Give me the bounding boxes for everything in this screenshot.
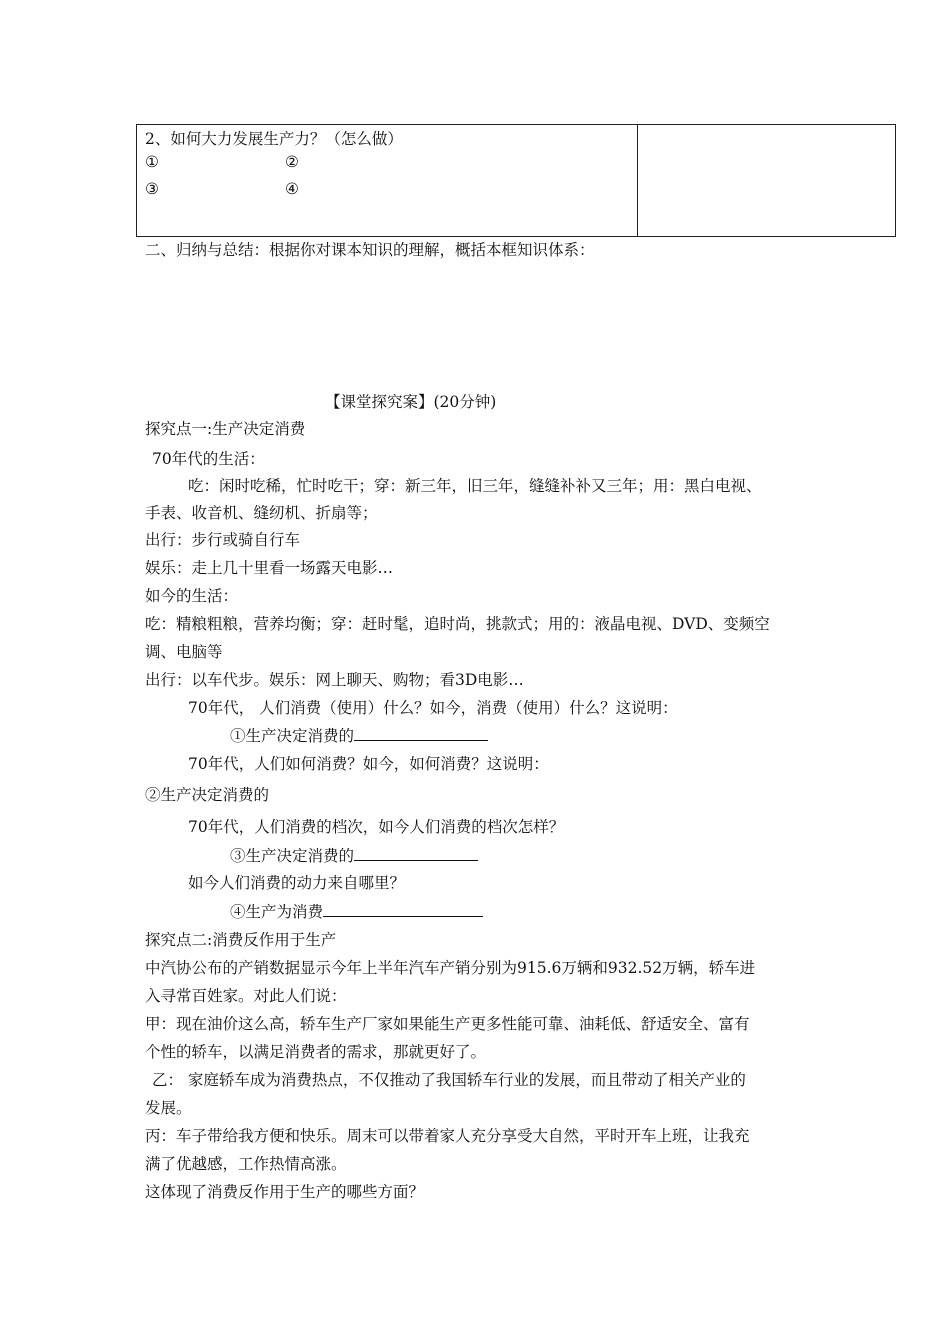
now-line-3: 出行：以车代步。娱乐：网上聊天、购物；看3D电影… (145, 671, 524, 689)
opinion-bing-1: 丙：车子带给我方便和快乐。周末可以带着家人充分享受大自然，平时开车上班，让我充 (145, 1127, 750, 1145)
question-2: 70年代，人们如何消费？如今，如何消费？这说明： (188, 755, 549, 773)
answer-3-blank[interactable] (354, 859, 478, 861)
seventies-line-2: 手表、收音机、缝纫机、折扇等； (145, 504, 378, 522)
now-line-2: 调、电脑等 (145, 643, 223, 661)
now-heading: 如今的生活： (145, 587, 239, 605)
answer-marker-3: ③ (145, 180, 159, 198)
question-4: 如今人们消费的动力来自哪里？ (188, 874, 406, 892)
opinion-bing-2: 满了优越感，工作热情高涨。 (145, 1155, 347, 1173)
seventies-line-1: 吃：闲时吃稀，忙时吃干；穿：新三年，旧三年，缝缝补补又三年；用：黑白电视、 (188, 477, 762, 495)
topic-1-heading: 探究点一:生产决定消费 (145, 420, 306, 438)
table-question: 2、如何大力发展生产力？（怎么做） (145, 130, 403, 148)
closing-question: 这体现了消费反作用于生产的哪些方面？ (145, 1183, 425, 1201)
opinion-jia-1: 甲：现在油价这么高，轿车生产厂家如果能生产更多性能可靠、油耗低、舒适安全、富有 (145, 1015, 750, 1033)
answer-4 (230, 900, 483, 922)
topic-2-heading: 探究点二:消费反作用于生产 (145, 931, 337, 949)
topic-2-text-1: 中汽协公布的产销数据显示今年上半年汽车产销分别为915.6万辆和932.52万辆，轿车进 (145, 959, 756, 977)
answer-marker-1: ① (145, 153, 159, 171)
summary-prompt: 二、归纳与总结：根据你对课本知识的理解，概括本框知识体系： (145, 241, 595, 259)
answer-4-text: ④生产为消费 (230, 903, 324, 921)
answer-4-blank[interactable] (323, 915, 483, 917)
question-3: 70年代，人们消费的档次，如今人们消费的档次怎样？ (188, 818, 565, 836)
section-title: 【课堂探究案】(20分钟) (325, 393, 497, 411)
seventies-heading: 70年代的生活： (152, 450, 265, 468)
question-1: 70年代， 人们消费（使用）什么？如今，消费（使用）什么？这说明： (188, 699, 678, 717)
topic-2-text-2: 入寻常百姓家。对此人们说： (145, 987, 347, 1005)
seventies-fun: 娱乐：走上几十里看一场露天电影… (145, 559, 394, 577)
answer-marker-4: ④ (285, 180, 299, 198)
opinion-yi-2: 发展。 (145, 1099, 192, 1117)
answer-3 (230, 844, 478, 866)
table-column-divider (637, 125, 638, 236)
answer-marker-2: ② (285, 153, 299, 171)
question-table (136, 124, 896, 237)
opinion-jia-2: 个性的轿车，以满足消费者的需求，那就更好了。 (145, 1043, 487, 1061)
answer-1-text: ①生产决定消费的 (230, 727, 355, 745)
answer-3-text: ③生产决定消费的 (230, 847, 355, 865)
seventies-travel: 出行：步行或骑自行车 (145, 531, 301, 549)
now-line-1: 吃：精粮粗粮，营养均衡；穿：赶时髦，追时尚，挑款式；用的：液晶电视、DVD、变频空 (145, 615, 770, 633)
answer-1-blank[interactable] (354, 739, 488, 741)
opinion-yi-1: 乙： 家庭轿车成为消费热点，不仅推动了我国轿车行业的发展，而且带动了相关产业的 (152, 1071, 746, 1089)
answer-1 (230, 724, 488, 746)
answer-2: ②生产决定消费的 (145, 786, 270, 804)
